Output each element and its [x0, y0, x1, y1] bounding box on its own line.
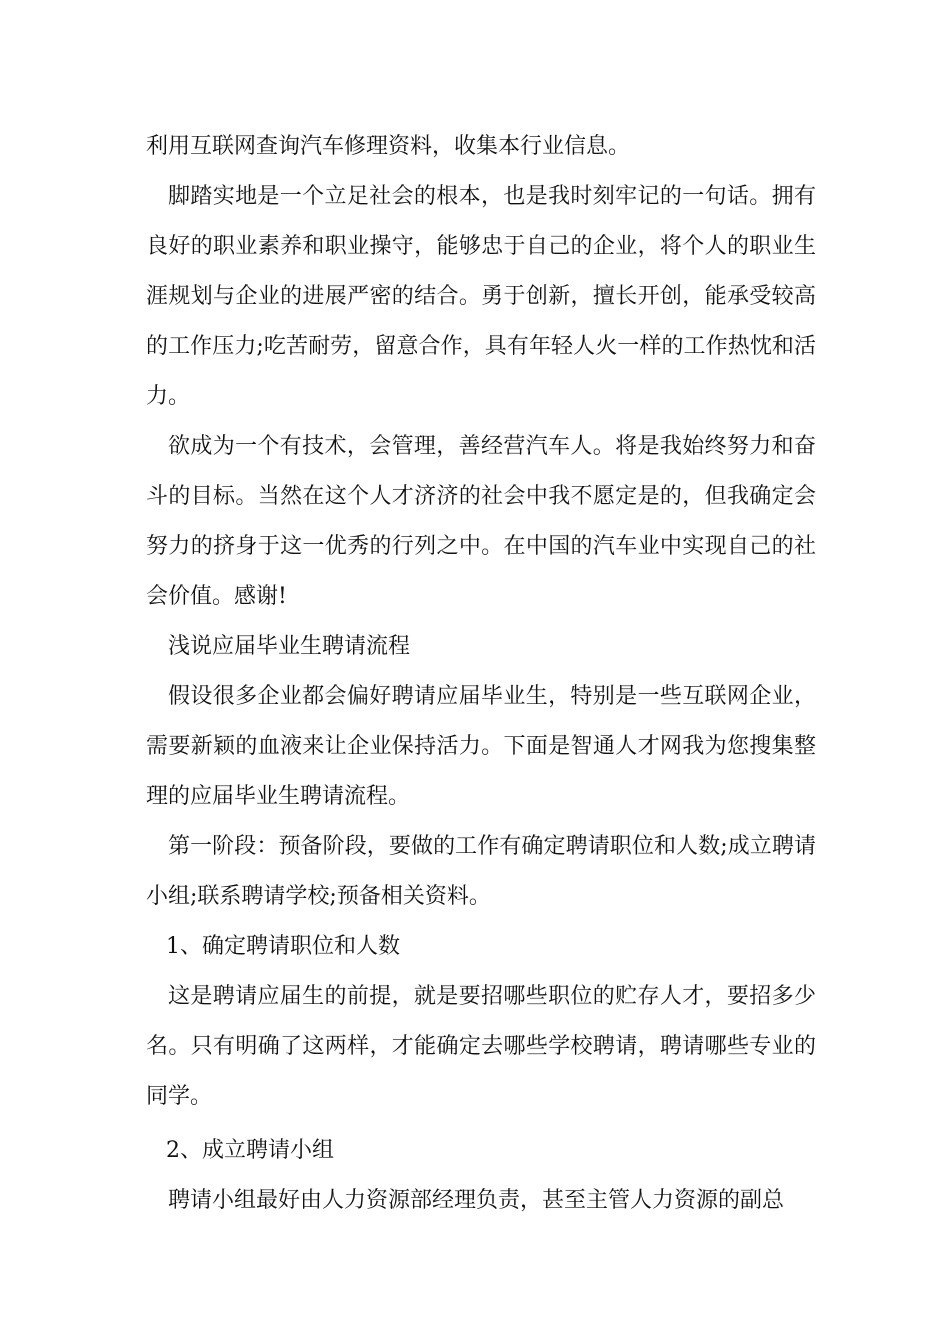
list-item-heading-1: 1、确定聘请职位和人数: [166, 934, 400, 959]
paragraph-positions: 这是聘请应届生的前提，就是要招哪些职位的贮存人才，要招多少名。只有明确了这两样，才能确定去哪些学校聘请，聘请哪些专业的同学。: [146, 984, 816, 1109]
section-title: 浅说应届毕业生聘请流程: [168, 634, 411, 659]
paragraph-team: 聘请小组最好由人力资源部经理负责，甚至主管人力资源的副总: [168, 1188, 785, 1213]
paragraph-career-goal: 欲成为一个有技术，会管理，善经营汽车人。将是我始终努力和奋斗的目标。当然在这个人才济济的社会中我不愿定是的，但我确定会努力的挤身于这一优秀的行列之中。在中国的汽车业中实现自己的社会价值。感谢!: [146, 434, 816, 609]
paragraph-intro-end: 利用互联网查询汽车修理资料，收集本行业信息。: [146, 134, 631, 159]
paragraph-recruit-intro: 假设很多企业都会偏好聘请应届毕业生，特别是一些互联网企业，需要新颖的血液来让企业保持活力。下面是智通人才网我为您搜集整理的应届毕业生聘请流程。: [146, 684, 816, 809]
paragraph-self-evaluation: 脚踏实地是一个立足社会的根本，也是我时刻牢记的一句话。拥有良好的职业素养和职业操守，能够忠于自己的企业，将个人的职业生涯规划与企业的进展严密的结合。勇于创新，擅长开创，能承受较高的工作压力;吃苦耐劳，留意合作，具有年轻人火一样的工作热忱和活力。: [146, 184, 816, 409]
document-body: [146, 122, 816, 1226]
paragraph-stage-one: 第一阶段：预备阶段，要做的工作有确定聘请职位和人数;成立聘请小组;联系聘请学校;预备相关资料。: [146, 834, 816, 909]
list-item-heading-2: 2、成立聘请小组: [166, 1138, 334, 1163]
